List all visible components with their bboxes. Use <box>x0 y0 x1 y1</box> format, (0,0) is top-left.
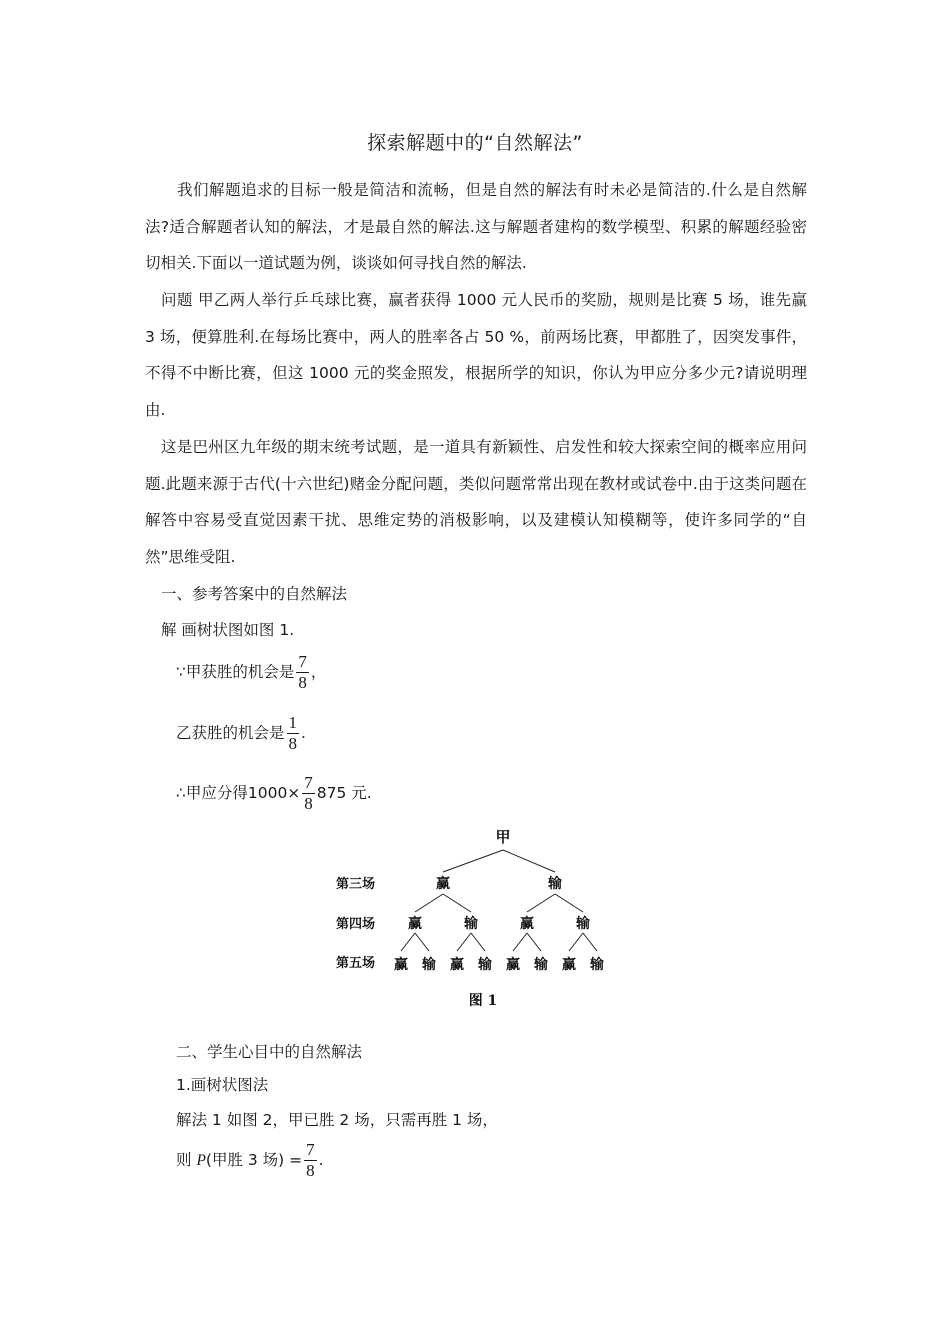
tree-node-l3: 输 <box>534 957 548 973</box>
row-label-fourth-game: 第四场 <box>336 917 376 932</box>
section2-subheading: 1.画树状图法 <box>176 1076 269 1094</box>
equation-3-text: ∴甲应分得1000× <box>176 784 301 802</box>
tree-node-l2: 赢 <box>520 916 534 932</box>
tree-node-l3: 赢 <box>450 957 464 973</box>
tree-node-l3: 输 <box>422 957 436 973</box>
fraction-1-8 <box>287 713 300 754</box>
page-title: 探索解题中的“自然解法” <box>367 132 583 154</box>
row-label-fifth-game: 第五场 <box>336 956 376 971</box>
method1-text: 解法 1 如图 2，甲已胜 2 场，只需再胜 1 场， <box>176 1111 498 1129</box>
equation-3-tail: 875 元. <box>316 784 372 802</box>
probability-variable: P <box>196 1152 206 1169</box>
tree-node-l3: 赢 <box>562 957 576 973</box>
tree-diagram-figure-1 <box>320 820 630 1015</box>
fraction-7-8-c <box>304 1140 317 1181</box>
section2-heading: 二、学生心目中的自然解法 <box>176 1043 363 1061</box>
figure-caption: 图 1 <box>468 993 498 1009</box>
fraction-denominator: 8 <box>304 794 313 813</box>
tree-node-l1-lose: 输 <box>548 876 562 892</box>
probability-tail: . <box>318 1151 324 1169</box>
tree-node-l3: 输 <box>590 957 604 973</box>
section1-heading: 一、参考答案中的自然解法 <box>161 585 348 603</box>
tree-root: 甲 <box>495 828 511 846</box>
equation-1-text: ∵甲获胜的机会是 <box>176 663 295 681</box>
equation-2-tail: . <box>301 724 306 742</box>
equation-2-text: 乙获胜的机会是 <box>176 724 285 742</box>
fraction-7-8 <box>296 652 309 693</box>
equation-line-3 <box>176 773 372 814</box>
tree-node-l1-win: 赢 <box>436 876 450 892</box>
solution-intro: 解 画树状图如图 1. <box>161 621 295 639</box>
tree-node-l3: 赢 <box>506 957 520 973</box>
fraction-denominator: 8 <box>306 1161 315 1180</box>
tree-node-l2: 输 <box>464 916 478 932</box>
tree-node-l2: 赢 <box>408 916 422 932</box>
probability-line <box>176 1140 324 1181</box>
fraction-numerator: 1 <box>288 713 298 732</box>
fraction-7-8-b <box>302 773 315 814</box>
probability-prefix: 则 <box>176 1151 197 1169</box>
tree-edges <box>401 850 597 951</box>
equation-line-2 <box>176 713 306 754</box>
fraction-denominator: 8 <box>298 673 307 692</box>
tree-node-l2: 输 <box>576 916 590 932</box>
probability-text: (甲胜 3 场) = <box>205 1151 303 1169</box>
fraction-numerator: 7 <box>298 652 307 671</box>
equation-1-tail: ， <box>310 663 327 681</box>
fraction-denominator: 8 <box>288 734 298 753</box>
fraction-numerator: 7 <box>304 773 313 792</box>
problem-paragraph: 问题 甲乙两人举行乒乓球比赛，赢者获得 1000 元人民币的奖励，规则是比赛 5 场，谁先赢 3 场，便算胜利.在每场比赛中，两人的胜率各占 50 %，前两场比赛，甲都胜了，因突发事件，不得不中断比赛，但这 1000 元的奖金照发，根据所学的知识，你认为甲应分多少元?请说明理由. <box>145 291 807 419</box>
tree-node-l3: 输 <box>478 957 492 973</box>
intro-paragraph: 我们解题追求的目标一般是简洁和流畅，但是自然的解法有时未必是简洁的.什么是自然解法?适合解题者认知的解法，才是最自然的解法.这与解题者建构的数学模型、积累的解题经验密切相关.下面以一道试题为例，谈谈如何寻找自然的解法. <box>145 181 807 272</box>
fraction-numerator: 7 <box>306 1140 315 1159</box>
analysis-paragraph: 这是巴州区九年级的期末统考试题，是一道具有新颖性、启发性和较大探索空间的概率应用问题.此题来源于古代(十六世纪)赌金分配问题，类似问题常常出现在教材或试卷中.由于这类问题在解答中容易受直觉因素干扰、思维定势的消极影响，以及建模认知模糊等，使许多同学的“自然”思维受阻. <box>145 438 807 566</box>
tree-node-l3: 赢 <box>394 957 408 973</box>
row-label-third-game: 第三场 <box>336 877 376 892</box>
equation-line-1 <box>176 652 326 693</box>
